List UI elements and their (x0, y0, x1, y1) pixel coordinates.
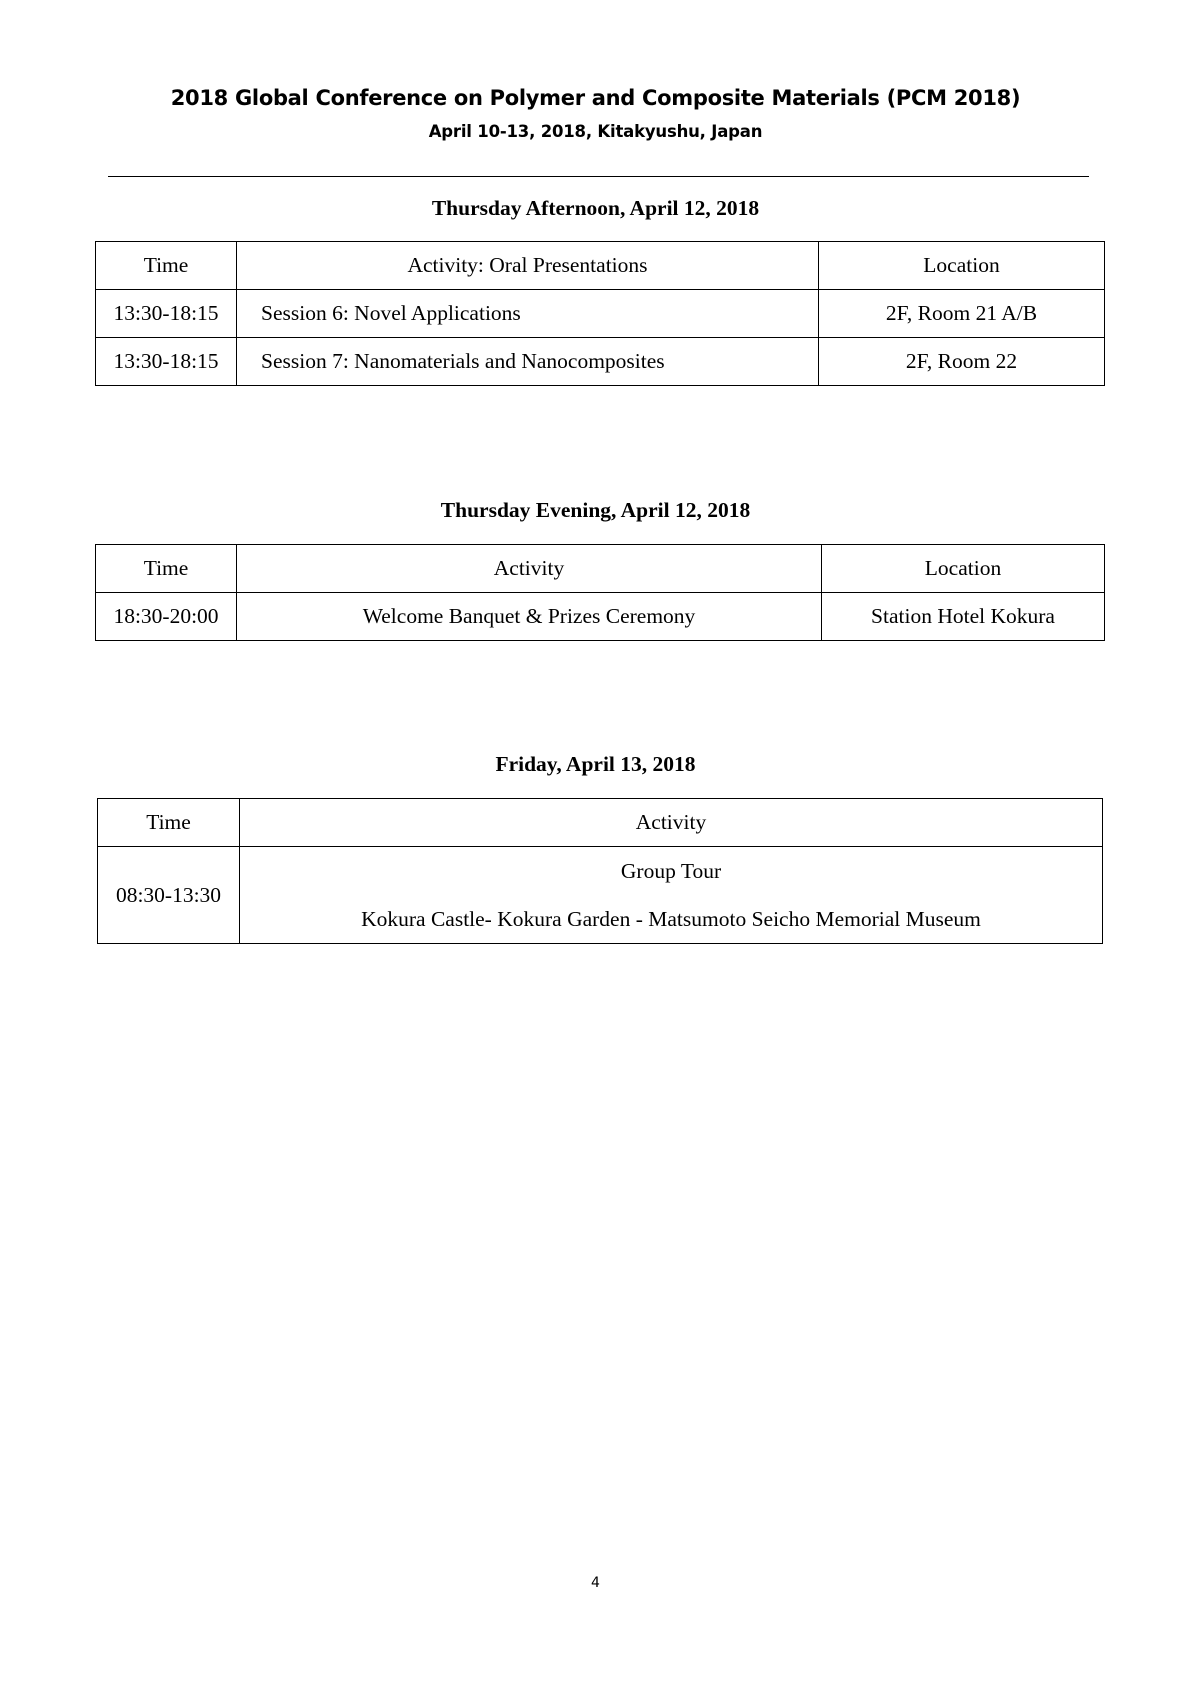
schedule-table-thursday-afternoon (95, 241, 1105, 386)
column-header-activity: Activity: Oral Presentations (237, 242, 819, 290)
time-cell: 08:30-13:30 (98, 847, 240, 944)
column-header-time: Time (96, 242, 237, 290)
section-heading-thursday-evening: Thursday Evening, April 12, 2018 (440, 498, 751, 522)
page-number: 4 (591, 1575, 600, 1591)
tour-itinerary: Kokura Castle- Kokura Garden - Matsumoto Seicho Memorial Museum (361, 907, 981, 931)
location-cell: 2F, Room 22 (819, 338, 1105, 386)
location-cell: Station Hotel Kokura (822, 593, 1105, 641)
time-cell: 13:30-18:15 (96, 290, 237, 338)
activity-cell: Session 6: Novel Applications (237, 290, 819, 338)
activity-cell: Session 7: Nanomaterials and Nanocomposites (237, 338, 819, 386)
column-header-activity: Activity (240, 799, 1103, 847)
header-divider (108, 176, 1089, 177)
activity-title: Group Tour (620, 859, 722, 883)
schedule-table-thursday-evening (95, 544, 1105, 641)
location-cell: 2F, Room 21 A/B (819, 290, 1105, 338)
schedule-table-friday (97, 798, 1103, 944)
time-cell: 18:30-20:00 (96, 593, 237, 641)
activity-cell (240, 847, 1103, 944)
table-row (98, 847, 1103, 944)
conference-dates-location: April 10-13, 2018, Kitakyushu, Japan (428, 122, 763, 141)
activity-cell: Welcome Banquet & Prizes Ceremony (237, 593, 822, 641)
time-cell: 13:30-18:15 (96, 338, 237, 386)
table-header-row (98, 799, 1103, 847)
table-row (96, 290, 1105, 338)
table-header-row (96, 242, 1105, 290)
column-header-location: Location (822, 545, 1105, 593)
table-row (96, 593, 1105, 641)
section-heading-friday: Friday, April 13, 2018 (495, 752, 696, 776)
column-header-time: Time (96, 545, 237, 593)
column-header-time: Time (98, 799, 240, 847)
column-header-location: Location (819, 242, 1105, 290)
table-row (96, 338, 1105, 386)
conference-title: 2018 Global Conference on Polymer and Composite Materials (PCM 2018) (170, 86, 1021, 110)
section-heading-thursday-afternoon: Thursday Afternoon, April 12, 2018 (431, 196, 760, 220)
table-header-row (96, 545, 1105, 593)
column-header-activity: Activity (237, 545, 822, 593)
